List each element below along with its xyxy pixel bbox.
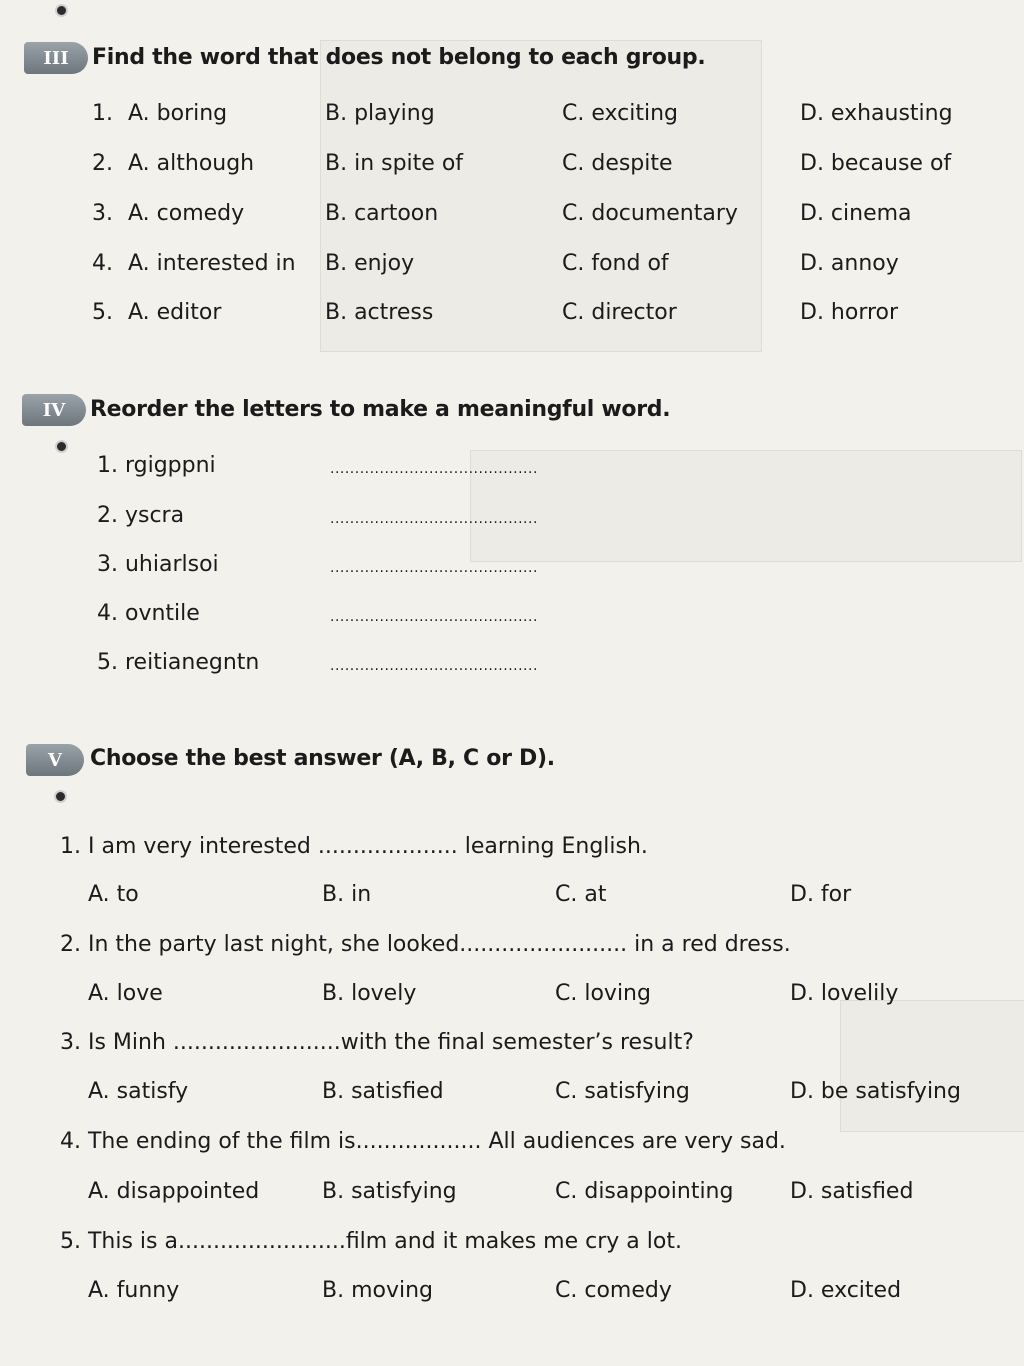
item-number: 3. [92,201,113,226]
section-v-title: Choose the best answer (A, B, C or D). [90,746,555,771]
option-b: B. satisfying [322,1179,457,1204]
scrambled-word: 1. rgigppni [97,453,216,478]
option-c: C. at [555,882,607,907]
section-v-badge: V [26,744,84,776]
section-v-dot [54,790,67,803]
section-iii-dot [55,4,68,17]
option-c: C. satisfying [555,1079,690,1104]
option-d: D. annoy [800,251,899,276]
option-a: A. satisfy [88,1079,189,1104]
answer-options [0,882,1024,916]
option-a: A. disappointed [88,1179,260,1204]
section-iv-title: Reorder the letters to make a meaningful word. [90,397,671,422]
list-item [0,552,1024,586]
question-text: 3. Is Minh ........................with the final semester’s result? [60,1030,694,1055]
item-number: 4. [92,251,113,276]
item-number: 1. [92,101,113,126]
list-item [0,251,1024,285]
answer-blank: .......................................... [330,560,538,576]
list-item [0,601,1024,635]
option-d: D. excited [790,1278,902,1303]
question-text: 4. The ending of the film is.................. All audiences are very sad. [60,1129,786,1154]
scrambled-word: 4. ovntile [97,601,200,626]
option-c: C. comedy [555,1278,672,1303]
option-b: B. satisfied [322,1079,444,1104]
option-b: B. in [322,882,372,907]
option-b: B. moving [322,1278,434,1303]
option-a: A. love [88,981,163,1006]
option-d: D. be satisfying [790,1079,961,1104]
question-text: 2. In the party last night, she looked........................ in a red dress. [60,932,791,957]
option-b: B. in spite of [325,151,464,176]
option-b: B. cartoon [325,201,439,226]
scrambled-word: 5. reitianegntn [97,650,260,675]
option-c: C. exciting [562,101,678,126]
answer-blank: .......................................... [330,461,538,477]
scrambled-word: 2. yscra [97,503,185,528]
option-c: C. director [562,300,677,325]
option-d: D. exhausting [800,101,953,126]
list-item [0,503,1024,537]
option-a: A. comedy [128,201,245,226]
answer-options [0,1079,1024,1113]
list-item [0,101,1024,135]
list-item [0,151,1024,185]
question-text: 5. This is a........................film and it makes me cry a lot. [60,1229,682,1254]
option-d: D. lovelily [790,981,899,1006]
option-a: A. interested in [128,251,296,276]
option-c: C. documentary [562,201,738,226]
section-iv-dot [55,440,68,453]
answer-blank: .......................................... [330,609,538,625]
option-d: D. cinema [800,201,912,226]
option-c: C. fond of [562,251,669,276]
option-b: B. lovely [322,981,417,1006]
answer-options [0,1179,1024,1213]
answer-options [0,1278,1024,1312]
answer-options [0,981,1024,1015]
option-a: A. boring [128,101,228,126]
question-text: 1. I am very interested .................... learning English. [60,834,648,859]
option-d: D. satisfied [790,1179,914,1204]
answer-blank: .......................................... [330,511,538,527]
option-c: C. disappointing [555,1179,734,1204]
section-iii-title: Find the word that does not belong to each group. [92,45,706,70]
list-item [0,300,1024,334]
option-d: D. horror [800,300,899,325]
option-d: D. for [790,882,852,907]
section-iv-badge: IV [22,394,86,426]
option-a: A. funny [88,1278,180,1303]
option-b: B. playing [325,101,435,126]
option-d: D. because of [800,151,952,176]
answer-blank: .......................................... [330,658,538,674]
option-b: B. enjoy [325,251,415,276]
option-c: C. despite [562,151,673,176]
scrambled-word: 3. uhiarlsoi [97,552,219,577]
option-c: C. loving [555,981,651,1006]
option-a: A. to [88,882,139,907]
option-a: A. editor [128,300,222,325]
option-b: B. actress [325,300,434,325]
section-iii-badge: III [24,42,88,74]
item-number: 5. [92,300,113,325]
list-item [0,201,1024,235]
list-item [0,453,1024,487]
option-a: A. although [128,151,255,176]
list-item [0,650,1024,684]
item-number: 2. [92,151,113,176]
